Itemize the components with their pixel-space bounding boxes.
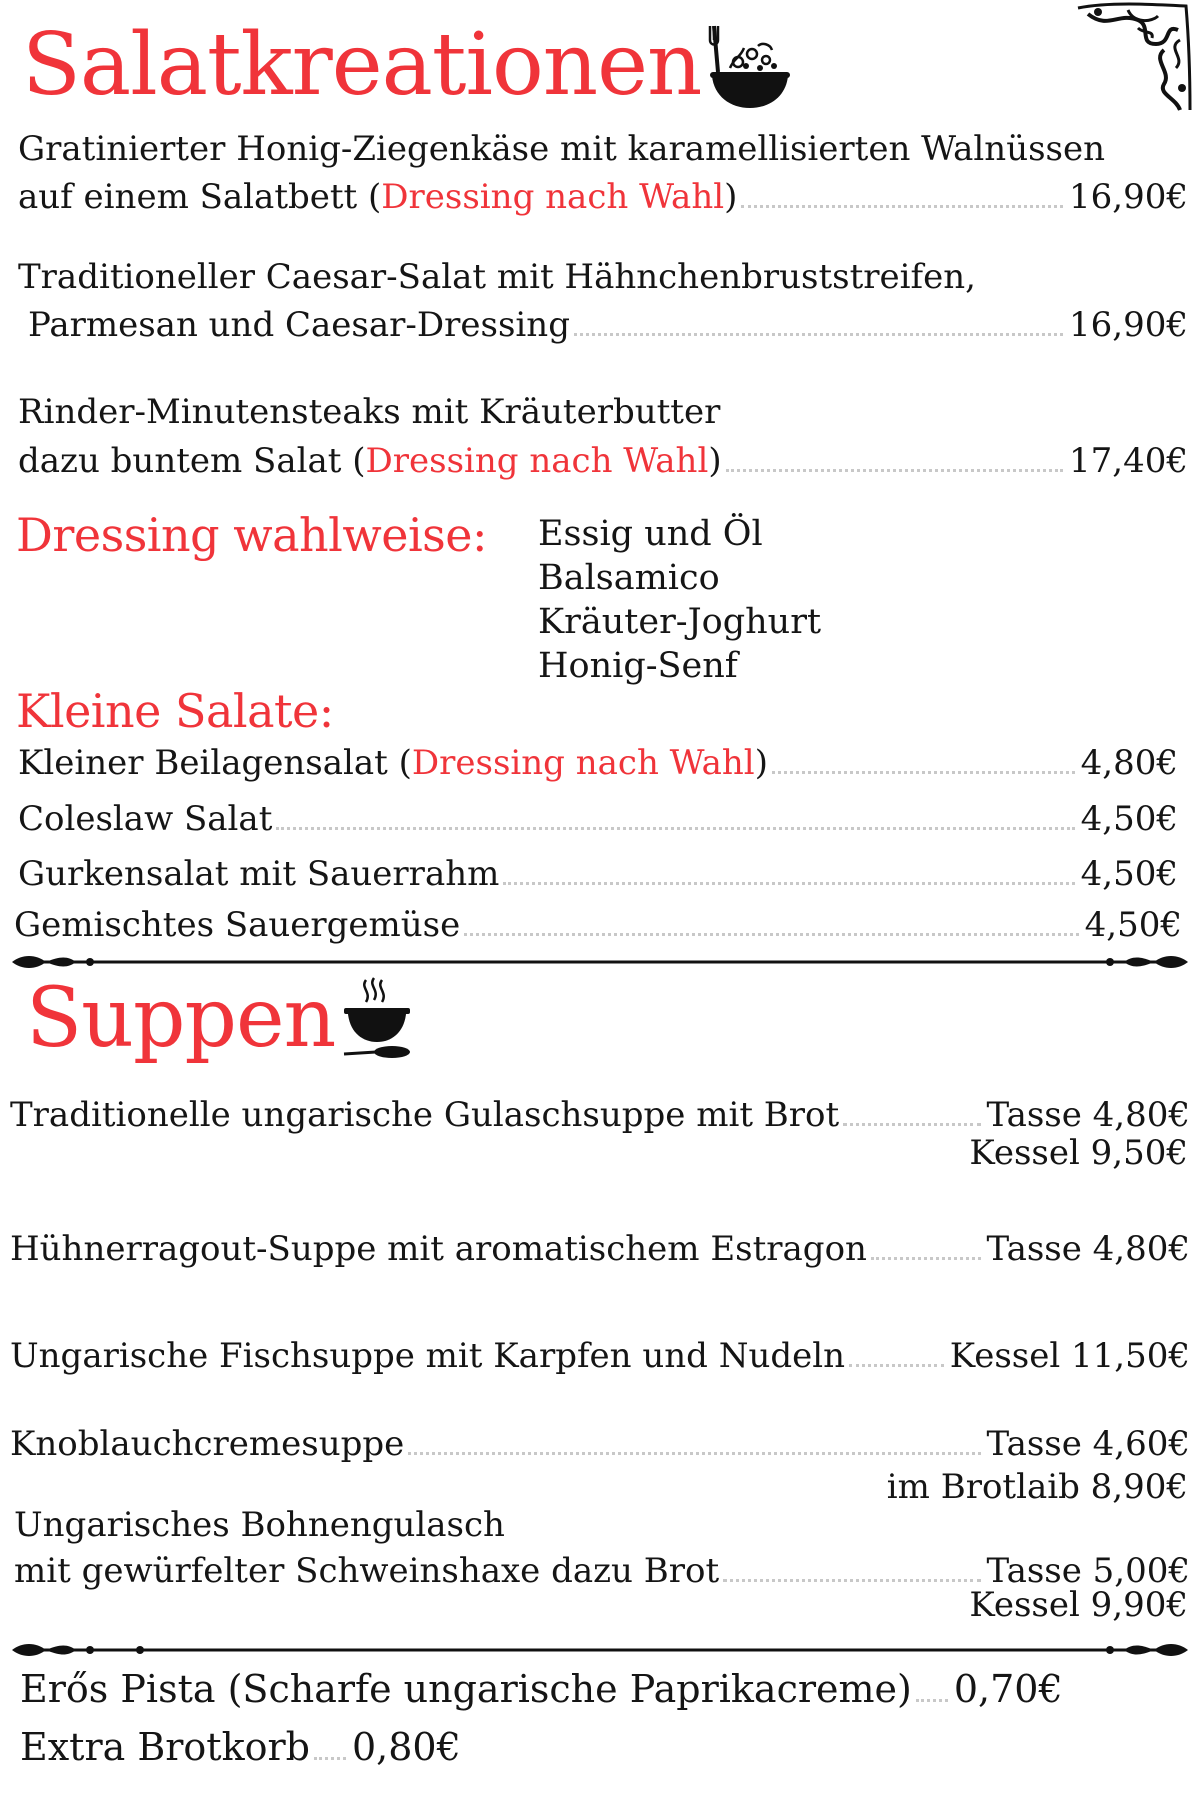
salad-item-2-line1: Traditioneller Caesar-Salat mit Hähnchenbruststreifen, xyxy=(18,257,976,297)
salad-item-3-text: dazu buntem Salat (Dressing nach Wahl) xyxy=(18,441,722,481)
extra-price: 0,70€ xyxy=(953,1667,1063,1711)
dot-leader xyxy=(916,1699,948,1702)
dot-leader xyxy=(726,469,1063,472)
dot-leader xyxy=(849,1364,944,1367)
salad-section-title: Salatkreationen xyxy=(22,15,702,115)
salad-item-1-line1: Gratinierter Honig-Ziegenkäse mit karamellisierten Walnüssen xyxy=(18,129,1106,169)
dressing-option: Balsamico xyxy=(538,558,720,598)
soup-price-cup: Tasse 5,00€ xyxy=(986,1551,1190,1591)
soup-name: Traditionelle ungarische Gulaschsuppe mit Brot xyxy=(10,1095,840,1135)
dressing-option: Essig und Öl xyxy=(538,514,763,554)
soup-row xyxy=(10,1424,1190,1464)
dressing-option: Kräuter-Joghurt xyxy=(538,602,822,642)
soup-row xyxy=(10,1095,1190,1135)
small-salad-row xyxy=(18,854,1178,894)
dressing-option: Honig-Senf xyxy=(538,646,738,686)
small-salad-price: 4,50€ xyxy=(1080,854,1178,894)
salad-item-1-line2 xyxy=(18,177,1188,217)
soup-price-kettle: Kessel 11,50€ xyxy=(949,1336,1190,1376)
soup-row xyxy=(14,1551,1190,1591)
salad-bowl-icon xyxy=(700,18,792,110)
small-salads-title: Kleine Salate: xyxy=(16,684,334,738)
salad-item-3-price: 17,40€ xyxy=(1069,441,1188,481)
extra-name: Erős Pista (Scharfe ungarische Paprikacreme) xyxy=(20,1667,912,1711)
salad-item-2-price: 16,90€ xyxy=(1069,305,1188,345)
small-salad-price: 4,80€ xyxy=(1080,743,1178,783)
soup-price-cup: Tasse 4,80€ xyxy=(986,1229,1190,1269)
soup-price-cup: Tasse 4,80€ xyxy=(986,1095,1190,1135)
dressing-label: Dressing wahlweise: xyxy=(16,508,487,562)
extra-row xyxy=(20,1725,461,1769)
salad-item-1-text: auf einem Salatbett (Dressing nach Wahl) xyxy=(18,177,738,217)
dot-leader xyxy=(574,333,1063,336)
small-salad-name: Gurkensalat mit Sauerrahm xyxy=(18,854,500,894)
extra-price: 0,80€ xyxy=(351,1725,461,1769)
extra-name: Extra Brotkorb xyxy=(20,1725,310,1769)
salad-item-3-line2 xyxy=(18,441,1188,481)
soup-price-kettle: Kessel 9,50€ xyxy=(969,1133,1188,1173)
salad-item-2-text: Parmesan und Caesar-Dressing xyxy=(28,305,570,345)
dot-leader xyxy=(772,771,1075,774)
dot-leader xyxy=(464,933,1078,936)
dot-leader xyxy=(314,1757,346,1760)
soup-row xyxy=(10,1336,1190,1376)
small-salad-row xyxy=(18,799,1178,839)
extra-row xyxy=(20,1667,1063,1711)
ornamental-divider xyxy=(10,1638,1190,1662)
soup-section-title: Suppen xyxy=(26,971,336,1066)
salad-item-1-price: 16,90€ xyxy=(1069,177,1188,217)
soup-name-line2: mit gewürfelter Schweinshaxe dazu Brot xyxy=(14,1551,720,1591)
soup-name: Ungarische Fischsuppe mit Karpfen und Nudeln xyxy=(10,1336,846,1376)
corner-ornament-icon xyxy=(1068,0,1200,118)
dot-leader xyxy=(843,1123,980,1126)
small-salad-row xyxy=(14,905,1182,945)
soup-bowl-icon xyxy=(340,976,412,1064)
small-salad-name: Coleslaw Salat xyxy=(18,799,273,839)
salad-item-2-line2 xyxy=(28,305,1188,345)
dot-leader xyxy=(871,1257,981,1260)
soup-row xyxy=(10,1229,1190,1269)
dot-leader xyxy=(503,882,1074,885)
small-salad-price: 4,50€ xyxy=(1080,799,1178,839)
soup-price-cup: Tasse 4,60€ xyxy=(986,1424,1190,1464)
salad-item-3-line1: Rinder-Minutensteaks mit Kräuterbutter xyxy=(18,392,721,432)
soup-name: Hühnerragout-Suppe mit aromatischem Estragon xyxy=(10,1229,867,1269)
small-salad-row xyxy=(18,743,1178,783)
soup-name-line1: Ungarisches Bohnengulasch xyxy=(14,1505,505,1545)
small-salad-price: 4,50€ xyxy=(1084,905,1182,945)
dot-leader xyxy=(276,827,1074,830)
dot-leader xyxy=(741,205,1063,208)
soup-name: Knoblauchcremesuppe xyxy=(10,1424,405,1464)
dot-leader xyxy=(408,1452,980,1455)
soup-price-kettle: Kessel 9,90€ xyxy=(969,1585,1188,1625)
small-salad-name: Kleiner Beilagensalat (Dressing nach Wahl) xyxy=(18,743,768,783)
soup-price-bread-loaf: im Brotlaib 8,90€ xyxy=(886,1467,1188,1507)
dot-leader xyxy=(723,1579,980,1582)
dressing-options-list xyxy=(538,512,821,688)
small-salad-name: Gemischtes Sauergemüse xyxy=(14,905,461,945)
